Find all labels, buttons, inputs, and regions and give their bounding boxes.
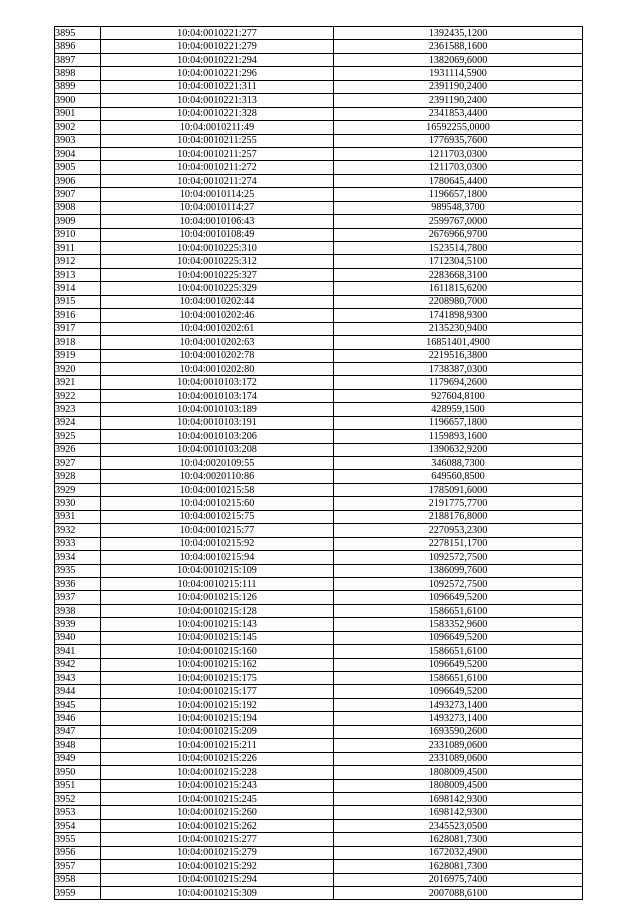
row-number-cell: 3908 [55, 201, 101, 214]
cadastral-value-cell: 1808009,4500 [334, 779, 583, 792]
table-row [55, 470, 583, 483]
table-row [55, 416, 583, 429]
cadastral-value-cell: 1096649,5200 [334, 685, 583, 698]
table-row [55, 228, 583, 241]
row-number-cell: 3958 [55, 873, 101, 886]
cadastral-value-cell: 2208980,7000 [334, 295, 583, 308]
cadastral-value-cell: 2345523,0500 [334, 819, 583, 832]
cadastral-value-cell: 1096649,5200 [334, 658, 583, 671]
table-row [55, 80, 583, 93]
table-row [55, 174, 583, 187]
table-row [55, 376, 583, 389]
cadastral-value-cell: 2599767,0000 [334, 215, 583, 228]
row-number-cell: 3934 [55, 551, 101, 564]
table-row [55, 658, 583, 671]
row-number-cell: 3937 [55, 591, 101, 604]
cadastral-value-cell: 346088,7300 [334, 457, 583, 470]
cadastral-number-cell: 10:04:0010215:94 [101, 551, 334, 564]
cadastral-number-cell: 10:04:0010103:189 [101, 403, 334, 416]
row-number-cell: 3899 [55, 80, 101, 93]
row-number-cell: 3950 [55, 766, 101, 779]
row-number-cell: 3930 [55, 497, 101, 510]
table-row [55, 430, 583, 443]
row-number-cell: 3931 [55, 510, 101, 523]
cadastral-value-cell: 1672032,4900 [334, 846, 583, 859]
cadastral-number-cell: 10:04:0010114:27 [101, 201, 334, 214]
cadastral-number-cell: 10:04:0010215:192 [101, 698, 334, 711]
row-number-cell: 3910 [55, 228, 101, 241]
table-row [55, 389, 583, 402]
table-row [55, 147, 583, 160]
cadastral-number-cell: 10:04:0020109:55 [101, 457, 334, 470]
cadastral-number-cell: 10:04:0010215:128 [101, 604, 334, 617]
table-row [55, 551, 583, 564]
row-number-cell: 3933 [55, 537, 101, 550]
cadastral-value-cell: 1196657,1800 [334, 188, 583, 201]
cadastral-number-cell: 10:04:0010114:25 [101, 188, 334, 201]
cadastral-value-cell: 2391190,2400 [334, 94, 583, 107]
table-row [55, 846, 583, 859]
table-row [55, 322, 583, 335]
cadastral-value-cell: 1586651,6100 [334, 672, 583, 685]
cadastral-value-cell: 16851401,4900 [334, 336, 583, 349]
row-number-cell: 3916 [55, 309, 101, 322]
cadastral-number-cell: 10:04:0010215:226 [101, 752, 334, 765]
row-number-cell: 3926 [55, 443, 101, 456]
row-number-cell: 3920 [55, 362, 101, 375]
cadastral-value-cell: 1785091,6000 [334, 483, 583, 496]
table-row [55, 819, 583, 832]
row-number-cell: 3959 [55, 887, 101, 900]
cadastral-number-cell: 10:04:0010215:109 [101, 564, 334, 577]
cadastral-value-cell: 1523514,7800 [334, 242, 583, 255]
cadastral-value-cell: 1611815,6200 [334, 282, 583, 295]
row-number-cell: 3906 [55, 174, 101, 187]
table-row [55, 537, 583, 550]
row-number-cell: 3957 [55, 860, 101, 873]
cadastral-number-cell: 10:04:0010215:228 [101, 766, 334, 779]
cadastral-number-cell: 10:04:0010103:208 [101, 443, 334, 456]
table-row [55, 672, 583, 685]
table-row [55, 564, 583, 577]
cadastral-value-cell: 2341853,4400 [334, 107, 583, 120]
cadastral-value-cell: 927604,8100 [334, 389, 583, 402]
cadastral-value-cell: 2188176,8000 [334, 510, 583, 523]
table-row [55, 618, 583, 631]
table-row [55, 806, 583, 819]
row-number-cell: 3946 [55, 712, 101, 725]
row-number-cell: 3915 [55, 295, 101, 308]
row-number-cell: 3956 [55, 846, 101, 859]
cadastral-value-cell: 1096649,5200 [334, 631, 583, 644]
cadastral-number-cell: 10:04:0010215:160 [101, 645, 334, 658]
cadastral-number-cell: 10:04:0010225:312 [101, 255, 334, 268]
table-row [55, 121, 583, 134]
row-number-cell: 3927 [55, 457, 101, 470]
table-row [55, 255, 583, 268]
cadastral-number-cell: 10:04:0010221:279 [101, 40, 334, 53]
row-number-cell: 3944 [55, 685, 101, 698]
row-number-cell: 3912 [55, 255, 101, 268]
row-number-cell: 3939 [55, 618, 101, 631]
cadastral-number-cell: 10:04:0010215:262 [101, 819, 334, 832]
table-row [55, 362, 583, 375]
row-number-cell: 3918 [55, 336, 101, 349]
cadastral-value-cell: 1179694,2600 [334, 376, 583, 389]
cadastral-value-cell: 2135230,9400 [334, 322, 583, 335]
cadastral-value-cell: 1712304,5100 [334, 255, 583, 268]
cadastral-value-cell: 649560,8500 [334, 470, 583, 483]
row-number-cell: 3902 [55, 121, 101, 134]
table-row [55, 215, 583, 228]
cadastral-value-cell: 428959,1500 [334, 403, 583, 416]
cadastral-value-cell: 2191775,7700 [334, 497, 583, 510]
row-number-cell: 3922 [55, 389, 101, 402]
table-row [55, 833, 583, 846]
table-row [55, 497, 583, 510]
cadastral-value-cell: 1693590,2600 [334, 725, 583, 738]
cadastral-value-cell: 1386099,7600 [334, 564, 583, 577]
cadastral-number-cell: 10:04:0010211:255 [101, 134, 334, 147]
table-row [55, 860, 583, 873]
table-row [55, 27, 583, 40]
row-number-cell: 3936 [55, 577, 101, 590]
cadastral-value-cell: 1159893,1600 [334, 430, 583, 443]
row-number-cell: 3929 [55, 483, 101, 496]
cadastral-number-cell: 10:04:0010221:277 [101, 27, 334, 40]
table-row [55, 67, 583, 80]
cadastral-value-cell: 1628081,7300 [334, 860, 583, 873]
cadastral-value-cell: 1808009,4500 [334, 766, 583, 779]
table-row [55, 349, 583, 362]
cadastral-value-cell: 2007088,6100 [334, 887, 583, 900]
table-row [55, 242, 583, 255]
row-number-cell: 3903 [55, 134, 101, 147]
cadastral-number-cell: 10:04:0010211:274 [101, 174, 334, 187]
table-row [55, 873, 583, 886]
cadastral-value-cell: 2331089,0600 [334, 752, 583, 765]
table-row [55, 510, 583, 523]
row-number-cell: 3911 [55, 242, 101, 255]
table-row [55, 457, 583, 470]
row-number-cell: 3898 [55, 67, 101, 80]
cadastral-number-cell: 10:04:0010215:245 [101, 792, 334, 805]
cadastral-number-cell: 10:04:0010211:272 [101, 161, 334, 174]
cadastral-number-cell: 10:04:0020110:86 [101, 470, 334, 483]
cadastral-value-cell: 1092572,7500 [334, 577, 583, 590]
table-row [55, 779, 583, 792]
cadastral-value-cell: 2331089,0600 [334, 739, 583, 752]
row-number-cell: 3914 [55, 282, 101, 295]
cadastral-value-cell: 1092572,7500 [334, 551, 583, 564]
cadastral-number-cell: 10:04:0010103:174 [101, 389, 334, 402]
cadastral-value-cell: 1493273,1400 [334, 698, 583, 711]
cadastral-value-cell: 2283668,3100 [334, 268, 583, 281]
cadastral-value-table [54, 26, 583, 900]
cadastral-value-cell: 1382069,6000 [334, 53, 583, 66]
cadastral-number-cell: 10:04:0010215:126 [101, 591, 334, 604]
cadastral-number-cell: 10:04:0010202:44 [101, 295, 334, 308]
cadastral-value-cell: 989548,3700 [334, 201, 583, 214]
cadastral-value-cell: 1096649,5200 [334, 591, 583, 604]
row-number-cell: 3947 [55, 725, 101, 738]
row-number-cell: 3919 [55, 349, 101, 362]
row-number-cell: 3955 [55, 833, 101, 846]
row-number-cell: 3921 [55, 376, 101, 389]
table-row [55, 685, 583, 698]
cadastral-number-cell: 10:04:0010215:243 [101, 779, 334, 792]
row-number-cell: 3900 [55, 94, 101, 107]
cadastral-number-cell: 10:04:0010202:78 [101, 349, 334, 362]
row-number-cell: 3942 [55, 658, 101, 671]
row-number-cell: 3941 [55, 645, 101, 658]
cadastral-number-cell: 10:04:0010215:292 [101, 860, 334, 873]
cadastral-number-cell: 10:04:0010215:209 [101, 725, 334, 738]
cadastral-number-cell: 10:04:0010215:194 [101, 712, 334, 725]
cadastral-value-cell: 16592255,0000 [334, 121, 583, 134]
table-row [55, 336, 583, 349]
table-row [55, 577, 583, 590]
table-body [55, 27, 583, 900]
cadastral-value-cell: 2219516,3800 [334, 349, 583, 362]
cadastral-value-cell: 1211703,0300 [334, 147, 583, 160]
row-number-cell: 3945 [55, 698, 101, 711]
table-row [55, 107, 583, 120]
row-number-cell: 3943 [55, 672, 101, 685]
table-row [55, 161, 583, 174]
row-number-cell: 3917 [55, 322, 101, 335]
cadastral-number-cell: 10:04:0010215:58 [101, 483, 334, 496]
cadastral-number-cell: 10:04:0010103:172 [101, 376, 334, 389]
row-number-cell: 3949 [55, 752, 101, 765]
row-number-cell: 3932 [55, 524, 101, 537]
cadastral-value-cell: 2676966,9700 [334, 228, 583, 241]
cadastral-value-cell: 2278151,1700 [334, 537, 583, 550]
cadastral-number-cell: 10:04:0010215:279 [101, 846, 334, 859]
table-row [55, 295, 583, 308]
row-number-cell: 3938 [55, 604, 101, 617]
cadastral-number-cell: 10:04:0010221:296 [101, 67, 334, 80]
table-row [55, 282, 583, 295]
cadastral-number-cell: 10:04:0010221:313 [101, 94, 334, 107]
row-number-cell: 3928 [55, 470, 101, 483]
table-row [55, 188, 583, 201]
table-row [55, 792, 583, 805]
table-row [55, 268, 583, 281]
cadastral-value-cell: 2361588,1600 [334, 40, 583, 53]
cadastral-value-cell: 1493273,1400 [334, 712, 583, 725]
cadastral-value-cell: 1390632,9200 [334, 443, 583, 456]
table-row [55, 631, 583, 644]
cadastral-value-cell: 1741898,9300 [334, 309, 583, 322]
cadastral-value-cell: 1211703,0300 [334, 161, 583, 174]
table-row [55, 134, 583, 147]
cadastral-number-cell: 10:04:0010225:327 [101, 268, 334, 281]
row-number-cell: 3924 [55, 416, 101, 429]
cadastral-number-cell: 10:04:0010221:294 [101, 53, 334, 66]
table-row [55, 40, 583, 53]
table-row [55, 752, 583, 765]
row-number-cell: 3954 [55, 819, 101, 832]
cadastral-number-cell: 10:04:0010211:49 [101, 121, 334, 134]
cadastral-value-cell: 1586651,6100 [334, 645, 583, 658]
row-number-cell: 3904 [55, 147, 101, 160]
table-row [55, 645, 583, 658]
cadastral-number-cell: 10:04:0010215:77 [101, 524, 334, 537]
cadastral-value-cell: 1586651,6100 [334, 604, 583, 617]
cadastral-value-cell: 2016975,7400 [334, 873, 583, 886]
row-number-cell: 3913 [55, 268, 101, 281]
row-number-cell: 3896 [55, 40, 101, 53]
row-number-cell: 3905 [55, 161, 101, 174]
table-row [55, 483, 583, 496]
cadastral-number-cell: 10:04:0010215:309 [101, 887, 334, 900]
cadastral-number-cell: 10:04:0010215:211 [101, 739, 334, 752]
row-number-cell: 3907 [55, 188, 101, 201]
table-row [55, 443, 583, 456]
row-number-cell: 3909 [55, 215, 101, 228]
cadastral-number-cell: 10:04:0010215:145 [101, 631, 334, 644]
cadastral-number-cell: 10:04:0010215:260 [101, 806, 334, 819]
cadastral-number-cell: 10:04:0010202:61 [101, 322, 334, 335]
cadastral-value-cell: 1780645,4400 [334, 174, 583, 187]
table-row [55, 201, 583, 214]
row-number-cell: 3953 [55, 806, 101, 819]
cadastral-number-cell: 10:04:0010202:63 [101, 336, 334, 349]
cadastral-number-cell: 10:04:0010202:80 [101, 362, 334, 375]
table-row [55, 739, 583, 752]
table-row [55, 53, 583, 66]
table-row [55, 887, 583, 900]
cadastral-value-cell: 1738387,0300 [334, 362, 583, 375]
cadastral-number-cell: 10:04:0010215:162 [101, 658, 334, 671]
cadastral-number-cell: 10:04:0010215:294 [101, 873, 334, 886]
row-number-cell: 3925 [55, 430, 101, 443]
cadastral-number-cell: 10:04:0010215:111 [101, 577, 334, 590]
row-number-cell: 3897 [55, 53, 101, 66]
table-row [55, 94, 583, 107]
cadastral-value-cell: 1698142,9300 [334, 792, 583, 805]
cadastral-number-cell: 10:04:0010215:175 [101, 672, 334, 685]
cadastral-number-cell: 10:04:0010202:46 [101, 309, 334, 322]
row-number-cell: 3951 [55, 779, 101, 792]
table-row [55, 309, 583, 322]
row-number-cell: 3923 [55, 403, 101, 416]
cadastral-number-cell: 10:04:0010108:49 [101, 228, 334, 241]
row-number-cell: 3952 [55, 792, 101, 805]
row-number-cell: 3935 [55, 564, 101, 577]
cadastral-number-cell: 10:04:0010225:329 [101, 282, 334, 295]
cadastral-value-cell: 2270953,2300 [334, 524, 583, 537]
cadastral-number-cell: 10:04:0010215:60 [101, 497, 334, 510]
cadastral-number-cell: 10:04:0010215:143 [101, 618, 334, 631]
table-row [55, 604, 583, 617]
cadastral-number-cell: 10:04:0010225:310 [101, 242, 334, 255]
cadastral-value-cell: 1776935,7600 [334, 134, 583, 147]
row-number-cell: 3901 [55, 107, 101, 120]
cadastral-number-cell: 10:04:0010221:311 [101, 80, 334, 93]
cadastral-number-cell: 10:04:0010215:92 [101, 537, 334, 550]
cadastral-number-cell: 10:04:0010215:75 [101, 510, 334, 523]
table-row [55, 698, 583, 711]
cadastral-value-cell: 1698142,9300 [334, 806, 583, 819]
cadastral-value-cell: 2391190,2400 [334, 80, 583, 93]
cadastral-number-cell: 10:04:0010211:257 [101, 147, 334, 160]
row-number-cell: 3948 [55, 739, 101, 752]
cadastral-value-cell: 1392435,1200 [334, 27, 583, 40]
cadastral-number-cell: 10:04:0010215:177 [101, 685, 334, 698]
table-row [55, 591, 583, 604]
cadastral-value-cell: 1583352,9600 [334, 618, 583, 631]
cadastral-number-cell: 10:04:0010103:191 [101, 416, 334, 429]
cadastral-value-cell: 1196657,1800 [334, 416, 583, 429]
table-row [55, 712, 583, 725]
cadastral-value-cell: 1628081,7300 [334, 833, 583, 846]
cadastral-value-cell: 1931114,5900 [334, 67, 583, 80]
cadastral-number-cell: 10:04:0010106:43 [101, 215, 334, 228]
row-number-cell: 3940 [55, 631, 101, 644]
table-row [55, 403, 583, 416]
table-row [55, 725, 583, 738]
table-row [55, 766, 583, 779]
table-row [55, 524, 583, 537]
cadastral-number-cell: 10:04:0010103:206 [101, 430, 334, 443]
row-number-cell: 3895 [55, 27, 101, 40]
cadastral-number-cell: 10:04:0010215:277 [101, 833, 334, 846]
cadastral-number-cell: 10:04:0010221:328 [101, 107, 334, 120]
